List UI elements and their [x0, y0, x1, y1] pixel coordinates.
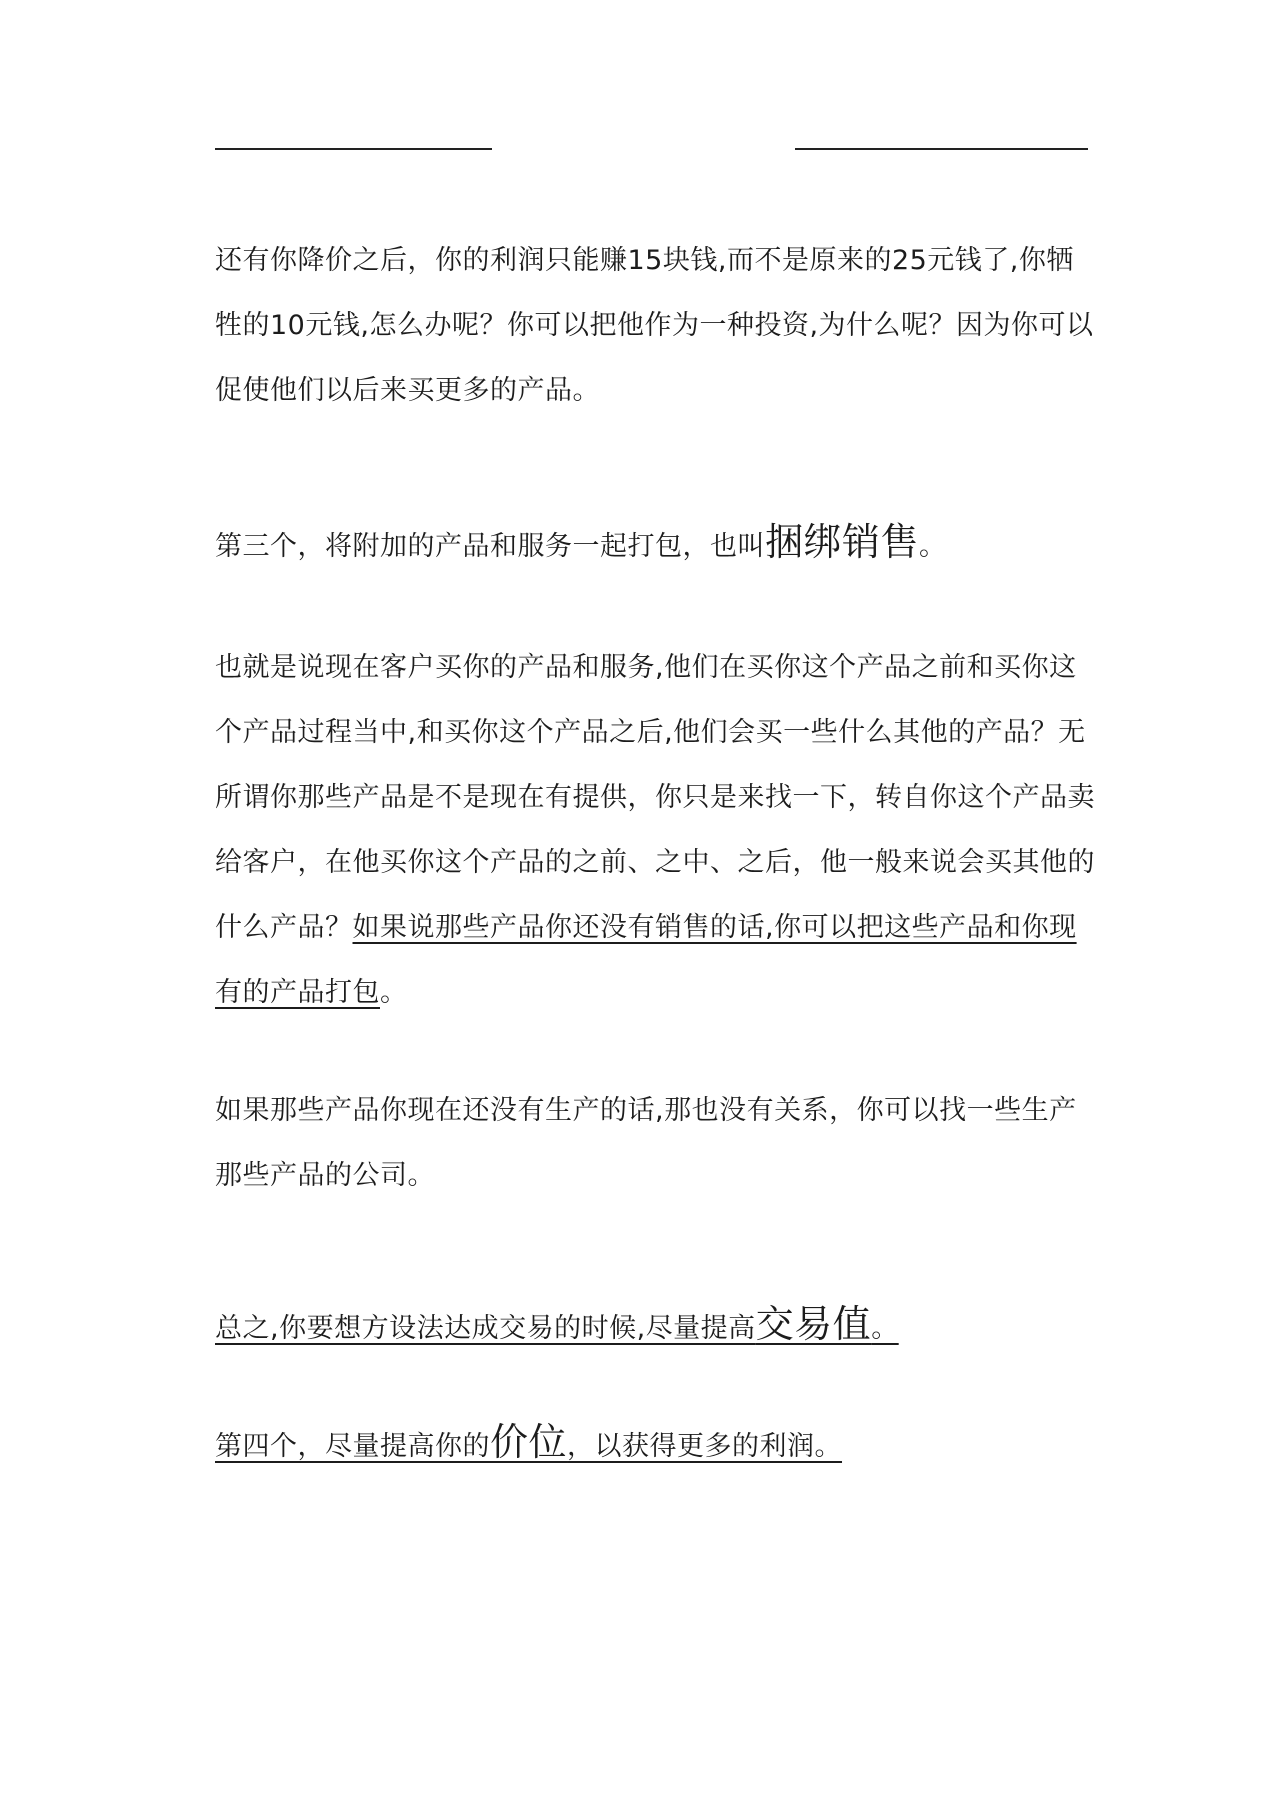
price-level-text: 第四个，尽量提高你的 [215, 1431, 490, 1462]
header-rule-right [795, 148, 1088, 150]
price-level-emphasis: 价位 [490, 1420, 568, 1464]
paragraph-production: 如果那些产品你现在还没有生产的话,那也没有关系，你可以找一些生产那些产品的公司。 [215, 1095, 1077, 1191]
paragraph-transaction-value [215, 1292, 1095, 1361]
paragraph-bundling [215, 510, 1095, 579]
customer-products-underlined: 如果说那些产品你还没有销售的话,你可以把这些产品和你现有的产品打包 [215, 912, 1077, 1008]
transaction-value-line [215, 1302, 899, 1346]
transaction-value-text: 总之,你要想方设法达成交易的时候,尽量提高 [215, 1313, 756, 1344]
customer-products-text: 也就是说现在客户买你的产品和服务,他们在买你这个产品之前和买你这个产品过程当中,和买你这个产品之后,他们会买一些什么其他的产品？无所谓你那些产品是不是现在有提供，你只是来找一下，转自你这个产品卖给客户，在他买你这个产品的之前、之中、之后，他一般来说会买其他的什么产品？ [215, 652, 1095, 943]
bundling-emphasis: 捆绑销售 [765, 520, 920, 564]
bundling-end: 。 [919, 531, 947, 562]
header-rule-left [215, 148, 492, 150]
bundling-text: 第三个，将附加的产品和服务一起打包，也叫 [215, 531, 765, 562]
price-level-end: ，以获得更多的利润。 [567, 1431, 843, 1462]
paragraph-customer-products [215, 635, 1095, 1025]
price-level-line [215, 1420, 843, 1464]
transaction-value-emphasis: 交易值 [755, 1302, 872, 1346]
paragraph-price-cut: 还有你降价之后，你的利润只能赚15块钱,而不是原来的25元钱了,你牺牲的10元钱,怎么办呢？你可以把他作为一种投资,为什么呢？因为你可以促使他们以后来买更多的产品。 [215, 245, 1094, 406]
paragraph-price-level [215, 1410, 1095, 1479]
customer-products-end: 。 [380, 977, 408, 1008]
transaction-value-end: 。 [871, 1313, 899, 1344]
